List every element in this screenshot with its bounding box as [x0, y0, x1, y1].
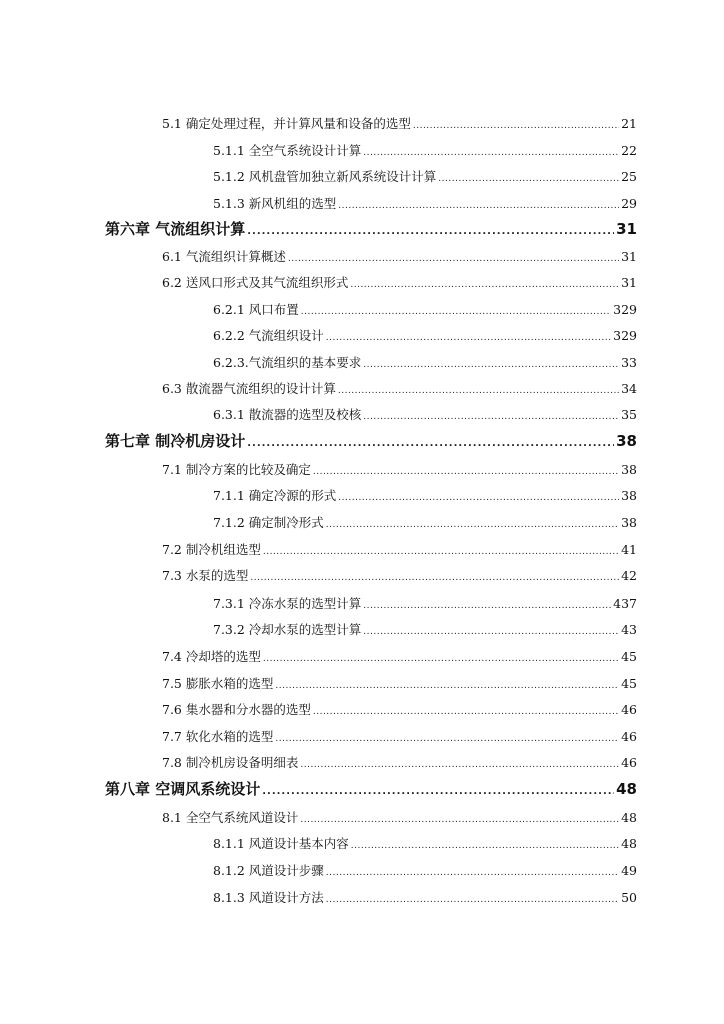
toc-entry-label: 7.3.2 冷却水泵的选型计算 [213, 622, 362, 637]
toc-leader-dots [363, 360, 619, 370]
toc-entry-page: 50 [621, 890, 637, 905]
toc-entry-page: 46 [621, 729, 637, 744]
toc-entry [162, 727, 637, 745]
toc-leader-dots [300, 815, 619, 825]
toc-entry-label: 第七章 制冷机房设计 [105, 432, 246, 450]
toc-entry-page: 22 [621, 143, 637, 158]
toc-leader-dots [288, 254, 619, 264]
toc-leader-dots [275, 734, 619, 744]
toc-leader-dots [351, 841, 619, 851]
toc-leader-dots [363, 412, 619, 422]
toc-entry-page: 33 [621, 355, 637, 370]
toc-entry-label: 7.8 制冷机房设备明细表 [162, 755, 299, 770]
toc-entry [162, 808, 637, 826]
toc-leader-dots [275, 681, 619, 691]
toc-leader-dots [338, 493, 619, 503]
toc-entry [213, 888, 637, 906]
toc-entry-label: 5.1 确定处理过程，并计算风量和设备的选型 [162, 116, 411, 131]
toc-entry-page: 329 [613, 328, 637, 343]
toc-entry [162, 566, 637, 584]
toc-leader-dots [326, 520, 619, 530]
toc-entry-page: 34 [621, 381, 637, 396]
toc-entry-page: 35 [621, 407, 637, 422]
toc-entry [213, 513, 637, 531]
toc-entry-label: 6.2.1 风口布置 [213, 302, 299, 317]
toc-entry-label: 7.2 制冷机组选型 [162, 542, 261, 557]
toc-chapter-entry [105, 778, 637, 799]
toc-entry-label: 6.2 送风口形式及其气流组织形式 [162, 275, 349, 290]
toc-entry-label: 7.1 制冷方案的比较及确定 [162, 462, 311, 477]
toc-entry-label: 6.3 散流器气流组织的设计计算 [162, 381, 336, 396]
toc-entry-label: 7.5 膨胀水箱的选型 [162, 676, 274, 691]
toc-entry [162, 247, 637, 265]
toc-entry-page: 48 [616, 780, 637, 798]
toc-entry [162, 114, 637, 132]
toc-leader-dots [262, 786, 614, 797]
toc-entry [162, 674, 637, 692]
toc-chapter-entry [105, 430, 637, 451]
toc-entry-label: 6.2.2 气流组织设计 [213, 328, 324, 343]
toc-entry-page: 31 [621, 275, 637, 290]
toc-entry-label: 5.1.3 新风机组的选型 [213, 196, 337, 211]
toc-entry-page: 49 [621, 863, 637, 878]
toc-entry-page: 41 [621, 542, 637, 557]
toc-entry-page: 329 [613, 302, 637, 317]
toc-leader-dots [326, 895, 619, 905]
toc-entry [213, 194, 637, 212]
toc-entry-label: 7.3.1 冷冻水泵的选型计算 [213, 596, 362, 611]
toc-entry [213, 834, 637, 852]
toc-leader-dots [413, 121, 619, 131]
toc-entry-label: 5.1.2 风机盘管加独立新风系统设计计算 [213, 169, 437, 184]
toc-entry-label: 8.1.2 风道设计步骤 [213, 863, 324, 878]
toc-entry-page: 31 [616, 220, 637, 238]
toc-leader-dots [326, 868, 619, 878]
toc-entry-label: 6.1 气流组织计算概述 [162, 249, 286, 264]
toc-entry-label: 7.1.1 确定冷源的形式 [213, 488, 337, 503]
toc-entry [162, 700, 637, 718]
toc-entry-label: 第六章 气流组织计算 [105, 220, 246, 238]
toc-entry-page: 31 [621, 249, 637, 264]
toc-entry-page: 42 [621, 568, 637, 583]
toc-entry-label: 6.2.3.气流组织的基本要求 [213, 355, 362, 370]
toc-entry-page: 45 [621, 649, 637, 664]
toc-entry-page: 43 [621, 622, 637, 637]
toc-entry-label: 8.1.1 风道设计基本内容 [213, 836, 349, 851]
toc-entry [162, 273, 637, 291]
toc-leader-dots [301, 307, 611, 317]
toc-entry-label: 第八章 空调风系统设计 [105, 780, 261, 798]
toc-entry [162, 753, 637, 771]
toc-entry-label: 5.1.1 全空气系统设计计算 [213, 143, 362, 158]
toc-entry [213, 300, 637, 318]
toc-leader-dots [247, 438, 614, 449]
toc-entry [213, 620, 637, 638]
toc-entry-label: 6.3.1 散流器的选型及校核 [213, 407, 362, 422]
toc-entry-label: 8.1.3 风道设计方法 [213, 890, 324, 905]
toc-entry [162, 460, 637, 478]
toc-entry [213, 353, 637, 371]
toc-leader-dots [338, 386, 619, 396]
toc-leader-dots [363, 627, 619, 637]
toc-entry-page: 48 [621, 810, 637, 825]
toc-entry [162, 379, 637, 397]
toc-entry-label: 7.3 水泵的选型 [162, 568, 249, 583]
toc-leader-dots [363, 148, 619, 158]
toc-entry-label: 7.4 冷却塔的选型 [162, 649, 261, 664]
toc-leader-dots [250, 573, 619, 583]
toc-entry [213, 594, 637, 612]
toc-leader-dots [438, 174, 619, 184]
toc-leader-dots [338, 201, 619, 211]
toc-entry-label: 7.6 集水器和分水器的选型 [162, 702, 311, 717]
toc-entry-page: 38 [621, 462, 637, 477]
toc-entry-page: 46 [621, 702, 637, 717]
toc-leader-dots [326, 333, 611, 343]
toc-entry-page: 21 [621, 116, 637, 131]
toc-entry [213, 405, 637, 423]
toc-entry-page: 48 [621, 836, 637, 851]
toc-entry-page: 38 [616, 432, 637, 450]
toc-chapter-entry [105, 218, 637, 239]
toc-entry [213, 141, 637, 159]
toc-leader-dots [263, 654, 619, 664]
toc-leader-dots [350, 280, 619, 290]
toc-entry [213, 486, 637, 504]
toc-entry-page: 38 [621, 488, 637, 503]
toc-entry-label: 7.1.2 确定制冷形式 [213, 515, 324, 530]
toc-entry-page: 45 [621, 676, 637, 691]
toc-entry [213, 326, 637, 344]
toc-entry [162, 540, 637, 558]
toc-entry-page: 437 [613, 596, 637, 611]
toc-entry-page: 38 [621, 515, 637, 530]
toc-entry-page: 29 [621, 196, 637, 211]
toc-entry-label: 7.7 软化水箱的选型 [162, 729, 274, 744]
toc-entry [213, 167, 637, 185]
toc-entry [162, 647, 637, 665]
toc-entry [213, 861, 637, 879]
toc-entry-page: 46 [621, 755, 637, 770]
toc-entry-label: 8.1 全空气系统风道设计 [162, 810, 299, 825]
toc-leader-dots [363, 601, 611, 611]
toc-leader-dots [300, 760, 619, 770]
toc-entry-page: 25 [621, 169, 637, 184]
toc-leader-dots [247, 226, 614, 237]
toc-leader-dots [313, 707, 619, 717]
toc-leader-dots [263, 547, 619, 557]
toc-leader-dots [313, 467, 619, 477]
